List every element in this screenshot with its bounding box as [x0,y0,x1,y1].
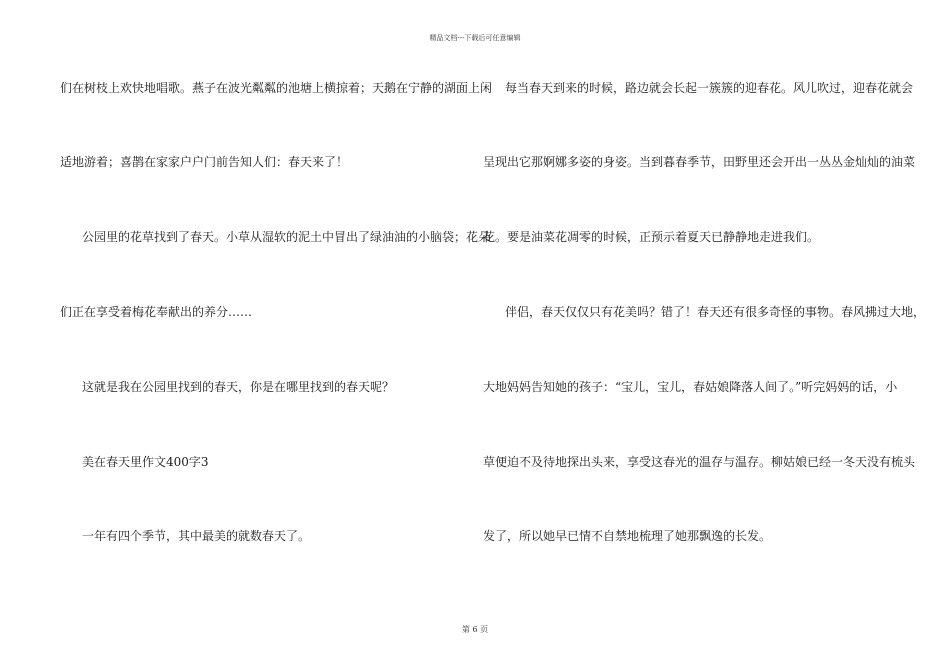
text-line: 们在树枝上欢快地唱歌。燕子在波光粼粼的池塘上横掠着；天鹅在宁静的湖面上闲 [60,81,493,95]
text-line: 花。要是油菜花凋零的时候，正预示着夏天已静静地走进我们。 [483,230,820,244]
text-line: 草便迫不及待地探出头来，享受这春光的温存与温存。柳姑娘已经一冬天没有梳头 [483,455,916,469]
page-header: 精品文档---下载后可任意编辑 [429,34,521,42]
text-line: 大地妈妈告知她的孩子：“宝儿，宝儿，春姑娘降落人间了。”听完妈妈的话，小 [483,380,898,394]
section-heading: 美在春天里作文400字3 [82,455,209,469]
text-line: 一年有四个季节，其中最美的就数春天了。 [82,529,311,543]
text-line: 每当春天到来的时候，路边就会长起一簇簇的迎春花。风儿吹过，迎春花就会 [505,81,914,95]
text-line: 这就是我在公园里找到的春天，你是在哪里找到的春天呢？ [82,380,395,394]
text-line: 们正在享受着梅花奉献出的养分…… [60,305,253,319]
text-line: 伴侣，春天仅仅只有花美吗？错了！春天还有很多奇怪的事物。春风拂过大地， [505,305,926,319]
text-line: 适地游着；喜鹊在家家户户门前告知人们：春天来了！ [60,155,349,169]
text-line: 公园里的花草找到了春天。小草从湿软的泥土中冒出了绿油油的小脑袋；花朵 [82,230,491,244]
page-number: 第 6 页 [461,625,489,634]
text-line: 发了，所以她早已情不自禁地梳理了她那飘逸的长发。 [483,529,772,543]
text-line: 呈现出它那婀娜多姿的身姿。当到暮春季节，田野里还会开出一丛丛金灿灿的油菜 [483,155,916,169]
